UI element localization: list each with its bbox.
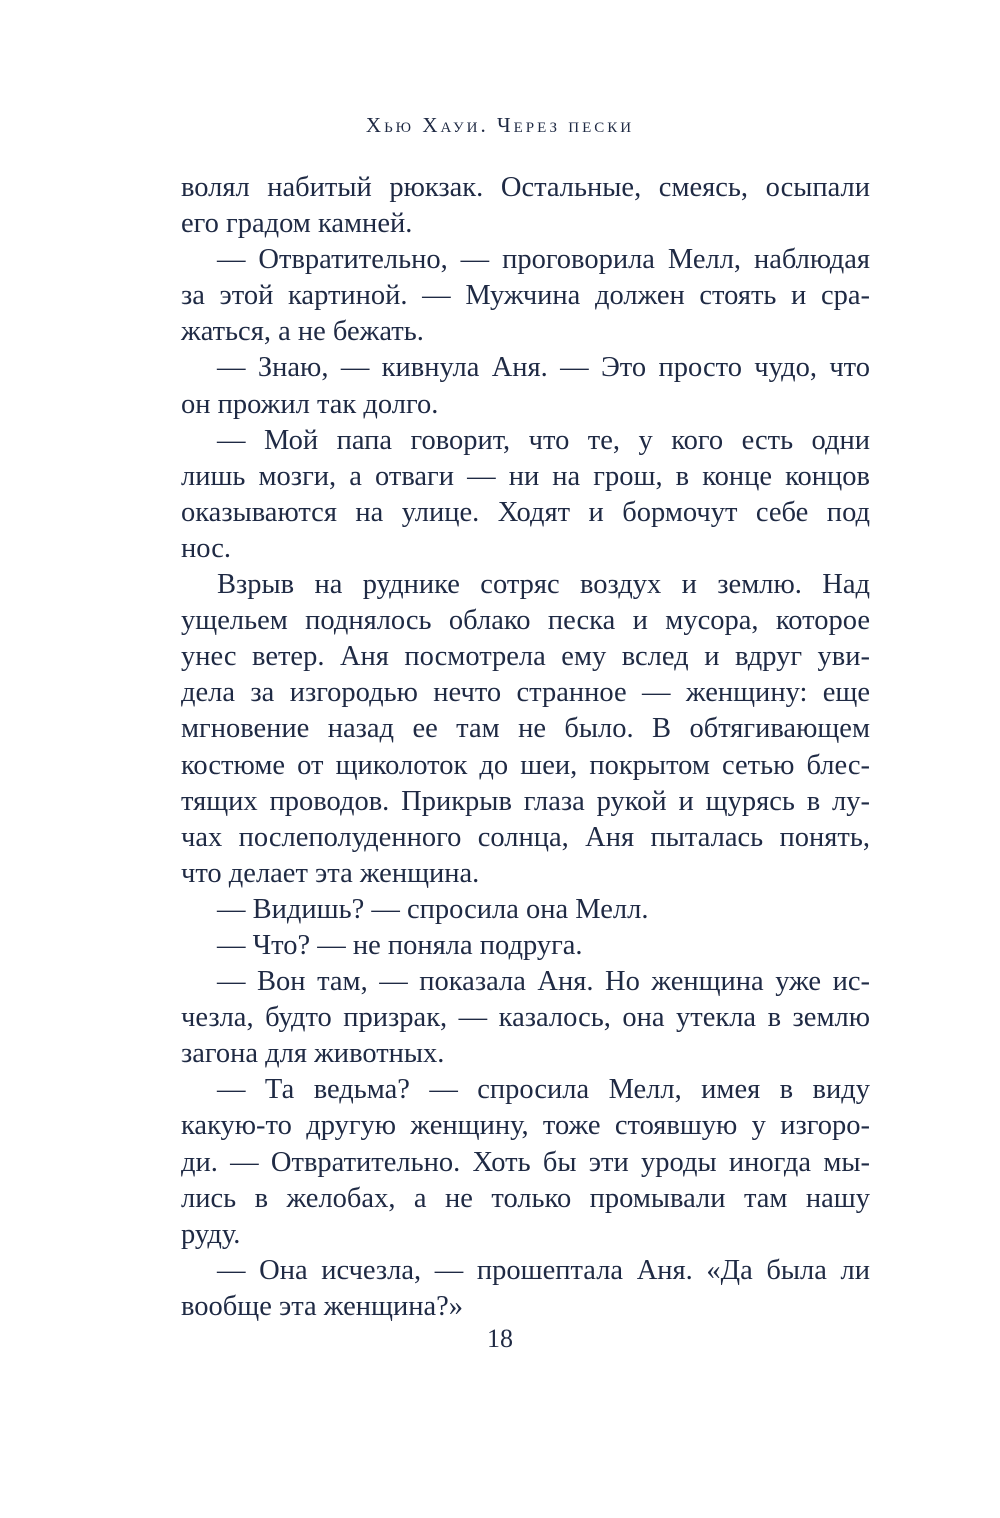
text-line: — Отвратительно, — проговорила Мелл, наблюдая (217, 244, 870, 276)
text-line: — Знаю, — кивнула Аня. — Это просто чудо, что (217, 352, 870, 384)
text-line: нос. (181, 532, 231, 564)
text-line: лишь мозги, а отваги — ни на грош, в конце концов (181, 460, 870, 492)
text-line: за этой картиной. — Мужчина должен стоять и сра- (181, 280, 870, 312)
text-line: оказываются на улице. Ходят и бормочут себе под (181, 496, 870, 528)
text-line: — Та ведьма? — спросила Мелл, имея в виду (217, 1074, 870, 1106)
running-header: Хью Хауи. Через пески (365, 113, 635, 137)
text-line: его градом камней. (181, 208, 413, 240)
text-line: костюме от щиколоток до шеи, покрытом сетью блес- (181, 749, 870, 781)
text-line: тящих проводов. Прикрыв глаза рукой и щурясь в лу- (181, 785, 870, 817)
text-line: дела за изгородью нечто странное — женщину: еще (181, 677, 870, 709)
text-line: лись в желобах, а не только промывали там нашу (181, 1182, 870, 1214)
text-line: чах послеполуденного солнца, Аня пыталась понять, (181, 821, 870, 853)
text-line: какую-то другую женщину, тоже стоявшую у изгоро- (181, 1110, 870, 1142)
text-line: Взрыв на руднике сотряс воздух и землю. Над (217, 569, 870, 601)
text-line: что делает эта женщина. (181, 857, 480, 889)
text-line: — Вон там, — показала Аня. Но женщина уже ис- (217, 966, 870, 998)
text-line: загона для животных. (181, 1038, 445, 1070)
text-line: — Она исчезла, — прошептала Аня. «Да была ли (217, 1254, 870, 1286)
text-line: — Что? — не поняла подруга. (217, 929, 583, 961)
text-line: вообще эта женщина?» (181, 1290, 464, 1322)
text-line: жаться, а не бежать. (181, 316, 424, 348)
text-line: чезла, будто призрак, — казалось, она утекла в землю (181, 1002, 870, 1034)
text-line: унес ветер. Аня посмотрела ему вслед и вдруг уви- (181, 641, 870, 673)
text-line: волял набитый рюкзак. Остальные, смеясь, осыпали (181, 172, 870, 203)
text-line: ущельем поднялось облако песка и мусора, которое (181, 605, 870, 637)
page-number: 18 (487, 1324, 513, 1353)
text-line: мгновение назад ее там не было. В обтягивающем (181, 713, 870, 745)
text-line: он прожил так долго. (181, 388, 439, 420)
body-text (181, 170, 870, 1325)
text-line: ди. — Отвратительно. Хоть бы эти уроды иногда мы- (181, 1146, 870, 1178)
text-line: — Видишь? — спросила она Мелл. (217, 893, 649, 925)
text-line: руду. (181, 1218, 241, 1250)
text-line: — Мой папа говорит, что те, у кого есть одни (217, 424, 870, 456)
